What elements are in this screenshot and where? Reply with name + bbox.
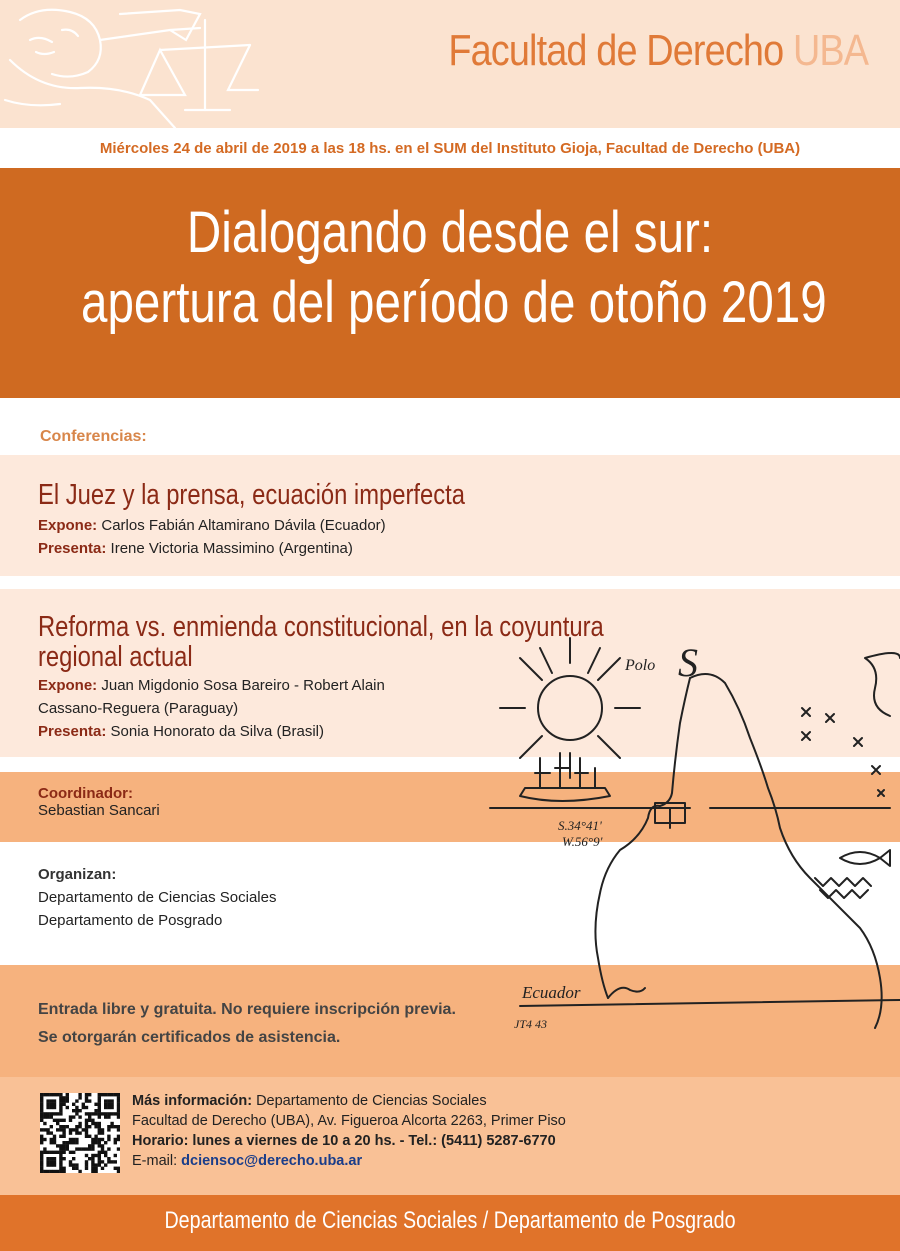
talk-2-title-line-1: Reforma vs. enmienda constitucional, en la coyuntura <box>38 611 604 643</box>
notice <box>38 996 456 1052</box>
qr-code[interactable] <box>40 1093 120 1173</box>
info-hours: Horario: lunes a viernes de 10 a 20 hs. - Tel.: (5411) 5287-6770 <box>132 1133 556 1149</box>
coordinator-name: Sebastian Sancari <box>38 802 160 819</box>
organizers <box>38 864 276 932</box>
talk-2-title-line-2: regional actual <box>38 641 193 673</box>
polo-label: Polo <box>625 657 656 674</box>
info-department: Departamento de Ciencias Sociales <box>256 1093 487 1109</box>
justice-scale-figure-logo <box>0 0 260 128</box>
notice-line-2: Se otorgarán certificados de asistencia. <box>38 1029 341 1046</box>
email-link[interactable]: dciensoc@derecho.uba.ar <box>181 1153 363 1169</box>
coordinator-label: Coordinador: <box>38 785 133 802</box>
talk-1-speaker: Carlos Fabián Altamirano Dávila (Ecuador) <box>101 517 386 534</box>
ecuador-nums: JT4 43 <box>514 1017 547 1031</box>
talk-1-title: El Juez y la prensa, ecuación imperfecta <box>38 479 465 511</box>
notice-line-1: Entrada libre y gratuita. No requiere inscripción previa. <box>38 1001 456 1018</box>
organizer-item: Departamento de Ciencias Sociales <box>38 889 277 906</box>
talk-2-presenter: Sonia Honorato da Silva (Brasil) <box>110 723 324 740</box>
talk-2-speaker-cont: Cassano-Reguera (Paraguay) <box>38 700 239 717</box>
organizer-item: Departamento de Posgrado <box>38 912 223 929</box>
talk-2-speaker: Juan Migdonio Sosa Bareiro - Robert Alain <box>101 677 385 694</box>
organizers-label: Organizan: <box>38 866 117 883</box>
talk-1-presenter: Irene Victoria Massimino (Argentina) <box>110 540 353 557</box>
info-address: Facultad de Derecho (UBA), Av. Figueroa Alcorta 2263, Primer Piso <box>132 1113 566 1129</box>
coordinator <box>38 785 160 819</box>
event-dateline: Miércoles 24 de abril de 2019 a las 18 hs. en el SUM del Instituto Gioja, Facultad de Derecho (UBA) <box>99 140 801 157</box>
contact-info: Más información: Departamento de Ciencias Sociales Facultad de Derecho (UBA), Av. Figueroa Alcorta 2263, Primer Piso Horario: lunes a viernes de 10 a 20 hs. - Tel.: (5411) 5287-6770 E-mail: dciensoc@derecho.uba.ar <box>132 1093 566 1169</box>
s-label: S <box>678 640 698 685</box>
conferences-label: Conferencias: <box>40 428 147 445</box>
talk-2: Reforma vs. enmienda constitucional, en la coyuntura regional actual Expone: Juan Migdonio Sosa Bareiro - Robert Alain Cassano-Reguera (Paraguay) Presenta: Sonia Honorato da Silva (Brasil) <box>38 612 728 743</box>
talk-1: El Juez y la prensa, ecuación imperfecta Expone: Carlos Fabián Altamirano Dávila (Ecuador) Presenta: Irene Victoria Massimino (Argentina) <box>38 479 465 557</box>
footer-text: Departamento de Ciencias Sociales / Departamento de Posgrado <box>164 1207 736 1234</box>
event-title: Dialogando desde el sur: apertura del período de otoño 2019 <box>81 200 827 335</box>
coord-line-1: S.34°41' <box>558 818 602 833</box>
institution-title: Facultad de Derecho UBA <box>448 26 868 75</box>
ecuador-label: Ecuador <box>522 983 581 1002</box>
coord-line-2: W.56°9' <box>562 834 603 849</box>
